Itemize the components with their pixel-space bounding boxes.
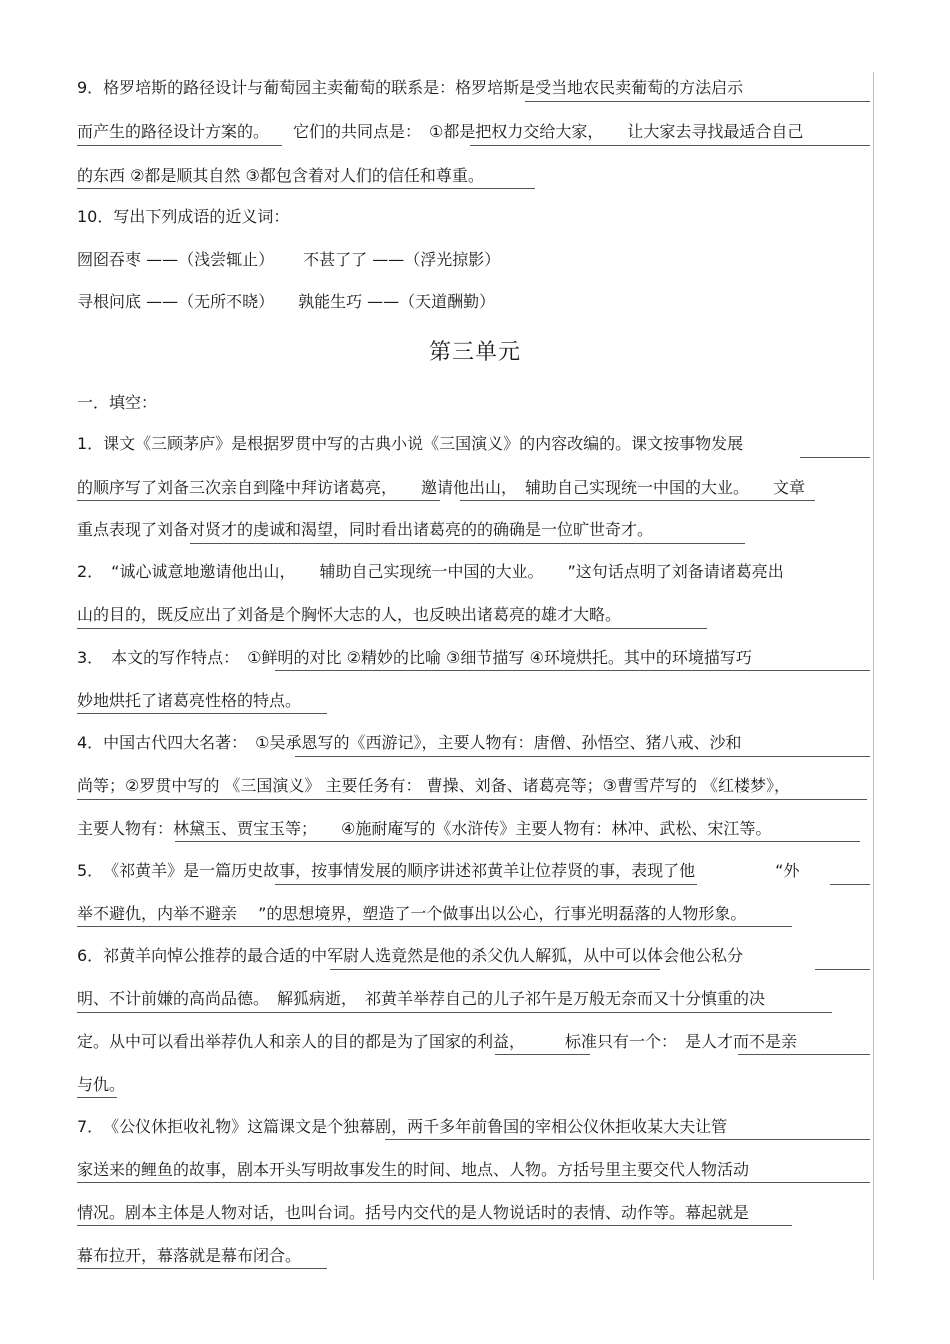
text-line: 寻根问底 ——（无所不晓） 孰能生巧 ——（天道酬勤）: [77, 292, 496, 311]
text-line: 重点表现了刘备对贤才的虔诚和渴望，同时看出诸葛亮的的确确是一位旷世奇才。: [77, 520, 654, 539]
text-line: 10．写出下列成语的近义词：: [77, 207, 290, 226]
answer-underline: [175, 841, 860, 842]
answer-underline: [295, 756, 870, 757]
answer-underline: [738, 1054, 870, 1055]
answer-underline: [495, 1054, 590, 1055]
answer-underline: [815, 969, 870, 970]
answer-underline: [330, 969, 660, 970]
text-line: 3． 本文的写作特点： ①鲜明的对比 ②精妙的比喻 ③细节描写 ④环境烘托。其中的环境描写巧: [77, 648, 752, 667]
text-line: 幕布拉开，幕落就是幕布闭合。: [77, 1246, 302, 1265]
text-line: 囫囵吞枣 ——（浅尝辄止） 不甚了了 ——（浮光掠影）: [77, 250, 501, 269]
answer-underline: [800, 457, 870, 458]
text-line: 明、不计前嫌的高尚品德。 解狐病逝， 祁黄羊举荐自己的儿子祁午是万般无奈而又十分慎重的决: [77, 989, 766, 1008]
answer-underline: [77, 799, 867, 800]
answer-underline: [77, 500, 440, 501]
text-line: 尚等；②罗贯中写的 《三国演义》 主要任务有： 曹操、刘备、诸葛亮等；③曹雪芹写的 《红楼梦》，: [77, 776, 791, 795]
answer-underline: [470, 145, 870, 146]
answer-underline: [460, 500, 815, 501]
text-line: 山的目的，既反应出了刘备是个胸怀大志的人，也反映出诸葛亮的雄才大略。: [77, 605, 622, 624]
text-line: 9．格罗培斯的路径设计与葡萄园主卖葡萄的联系是：格罗培斯是受当地农民卖葡萄的方法启示: [77, 78, 744, 97]
text-line: 的顺序写了刘备三次亲自到隆中拜访诸葛亮， 邀请他出山， 辅助自己实现统一中国的大业。 文章: [77, 478, 806, 497]
text-line: 4．中国古代四大名著： ①吴承恩写的《西游记》，主要人物有：唐僧、孙悟空、猪八戒、沙和: [77, 733, 742, 752]
text-line: 而产生的路径设计方案的。 它们的共同点是： ①都是把权力交给大家， 让大家去寻找最适合自己: [77, 122, 804, 141]
text-line: 定。从中可以看出举荐仇人和亲人的目的都是为了国家的利益， 标准只有一个： 是人才而不是亲: [77, 1032, 798, 1051]
answer-underline: [525, 101, 870, 102]
text-line: 7． 《公仪休拒收礼物》这篇课文是个独幕剧，两千多年前鲁国的宰相公仪休拒收某大夫让管: [77, 1117, 728, 1136]
answer-underline: [830, 884, 870, 885]
answer-underline: [77, 713, 327, 714]
text-line: 家送来的鲤鱼的故事，剧本开头写明故事发生的时间、地点、人物。方括号里主要交代人物活动: [77, 1160, 750, 1179]
answer-underline: [77, 628, 707, 629]
answer-underline: [77, 1097, 117, 1098]
answer-underline: [77, 926, 792, 927]
text-line: 妙地烘托了诸葛亮性格的特点。: [77, 691, 302, 710]
text-line: 6．祁黄羊向悼公推荐的最合适的中军尉人选竟然是他的杀父仇人解狐，从中可以体会他公私分: [77, 946, 744, 965]
text-line: 一．填空：: [77, 393, 158, 412]
answer-underline: [77, 188, 535, 189]
answer-underline: [77, 1268, 327, 1269]
answer-underline: [190, 543, 745, 544]
unit-title: 第三单元: [428, 340, 521, 365]
right-margin-rule: [873, 72, 874, 1280]
answer-underline: [77, 1182, 870, 1183]
text-line: 举不避仇，内举不避亲 ”的思想境界，塑造了一个做事出以公心，行事光明磊落的人物形象。: [77, 904, 747, 923]
answer-underline: [275, 670, 870, 671]
text-line: 主要人物有：林黛玉、贾宝玉等； ④施耐庵写的《水浒传》主要人物有：林冲、武松、宋江等。: [77, 819, 772, 838]
text-line: 的东西 ②都是顺其自然 ③都包含着对人们的信任和尊重。: [77, 166, 484, 185]
text-line: 与仇。: [77, 1075, 126, 1094]
answer-underline: [77, 1225, 792, 1226]
text-line: 5． 《祁黄羊》是一篇历史故事，按事情发展的顺序讲述祁黄羊让位荐贤的事，表现了他 “外: [77, 861, 800, 880]
answer-underline: [275, 884, 697, 885]
answer-underline: [77, 145, 282, 146]
answer-underline: [77, 1012, 832, 1013]
text-line: 2． “诚心诚意地邀请他出山， 辅助自己实现统一中国的大业。 ”这句话点明了刘备请诸葛亮出: [77, 562, 784, 581]
text-line: 情况。剧本主体是人物对话，也叫台词。括号内交代的是人物说话时的表情、动作等。幕起就是: [77, 1203, 750, 1222]
answer-underline: [385, 1139, 870, 1140]
text-line: 1．课文《三顾茅庐》是根据罗贯中写的古典小说《三国演义》的内容改编的。课文按事物发展: [77, 434, 744, 453]
